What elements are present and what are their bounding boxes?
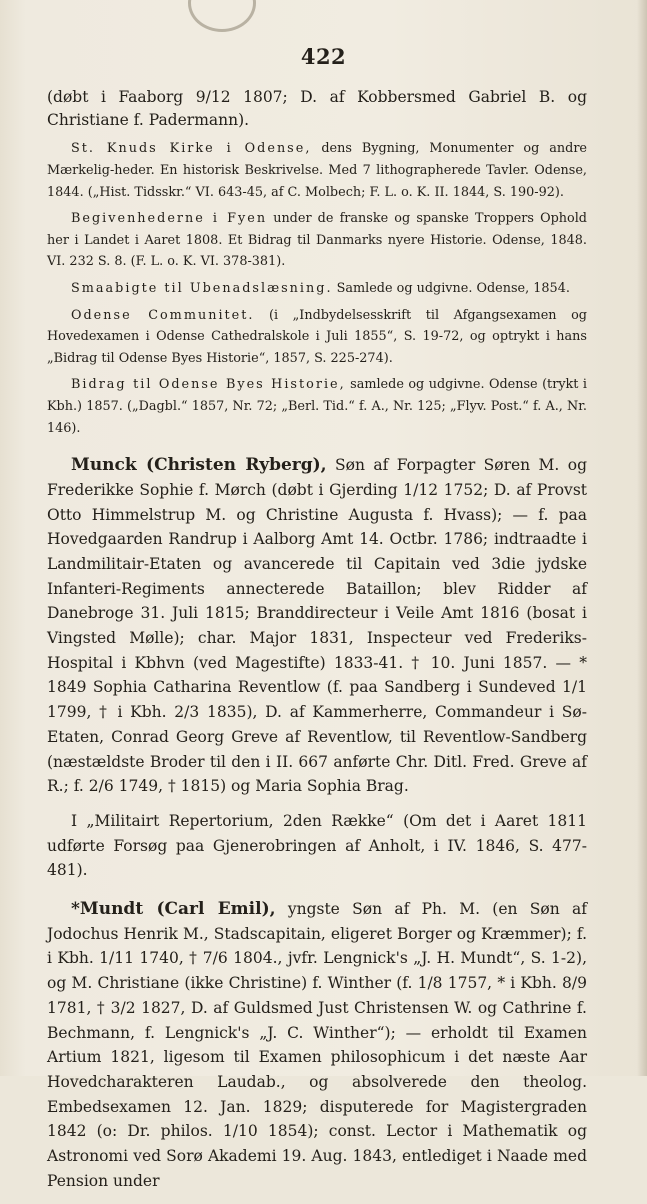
- bibliography-entry: [47, 374, 587, 439]
- entry-text: under de franske og spanske Troppers Ophold her i Landet i Aaret 1808. Et Bidrag til Danmarks nyere Historie. Odense, 1848. VI. 232 S. 8. (F. L. o. K. VI. 378-381).: [47, 211, 587, 270]
- biography-entry-munck: [47, 453, 587, 799]
- entry-text: (døbt i Faaborg 9/12 1807; D. af Kobbersmed Gabriel B. og Christiane f. Padermann).: [47, 88, 587, 130]
- bibliography-entry: [47, 305, 587, 370]
- continued-entry: [47, 86, 587, 132]
- entry-text: samlede og udgivne. Odense (trykt i Kbh.) 1857. („Dagbl.“ 1857, Nr. 72; „Berl. Tid.“ f. A., Nr. 125; „Flyv. Post.“ f. A., Nr. 146).: [47, 377, 587, 436]
- work-title: Smaabigte til Ubenadslæsning.: [71, 280, 333, 296]
- work-title: St. Knuds Kirke i Odense,: [71, 141, 312, 157]
- entry-text: I „Militairt Repertorium, 2den Række“ (Om det i Aaret 1811 udførte Forsøg paa Gjenerobringen af Anholt, i IV. 1846, S. 477-481).: [47, 811, 587, 880]
- entry-headword: Munck (Christen Ryberg),: [71, 455, 327, 476]
- biography-bibliography: [47, 809, 587, 883]
- work-title: Begivenhederne i Fyen: [71, 211, 268, 227]
- punch-hole-mark: [188, 0, 256, 32]
- bibliography-entry: [47, 278, 587, 300]
- entry-text: Søn af Forpagter Søren M. og Frederikke Sophie f. Mørch (døbt i Gjerding 1/12 1752; D. af Provst Otto Himmelstrup M. og Christine Augusta f. Hvass); — f. paa Hovedgaarden Randrup i Aalborg Amt 14. Octbr. 1786; indtraadte i Landmilitair-Etaten og avancerede til Capitain ved 3die jydske Infanteri-Regiments annecterede Bataillon; blev Ridder af Danebroge 31. Juli 1815; Branddirecteur i Veile Amt 1816 (bosat i Vingsted Mølle); char. Major 1831, Inspecteur ved Frederiks-Hospital i Kbhvn (ved Magestifte) 1833-41. † 10. Juni 1857. — * 1849 Sophia Catharina Reventlow (f. paa Sandberg i Sundeved 1/1 1799, † i Kbh. 2/3 1835), D. af Kammerherre, Commandeur i Sø-Etaten, Conrad Georg Greve af Reventlow, til Reventlow-Sandberg (næstældste Broder til den i II. 667 anførte Chr. Ditl. Fred. Greve af R.; f. 2/6 1749, † 1815) og Maria Sophia Brag.: [47, 456, 587, 796]
- entry-text: dens Bygning, Monumenter og andre Mærkelig-heder. En historisk Beskrivelse. Med 7 lithographerede Tavler. Odense, 1844. („Hist. Tidsskr.“ VI. 643-45, af C. Molbech; F. L. o. K. II. 1844, S. 190-92).: [47, 141, 588, 200]
- page-text: [47, 86, 587, 1204]
- work-title: Odense Communitet.: [71, 307, 255, 323]
- biography-entry-mundt: [47, 897, 587, 1193]
- entry-text: Samlede og udgivne. Odense, 1854.: [332, 280, 570, 296]
- entry-text: yngste Søn af Ph. M. (en Søn af Jodochus Henrik M., Stadscapitain, eligeret Borger og Kræmmer); f. i Kbh. 1/11 1740, † 7/6 1804., jvfr. Lengnick's „J. H. Mundt“, S. 1-2), og M. Christiane (ikke Christine) f. Winther (f. 1/8 1757, * i Kbh. 8/9 1781, † 3/2 1827, D. af Guldsmed Just Christensen W. og Cathrine f. Bechmann, f. Lengnick's „J. C. Winther“); — erholdt til Examen Artium 1821, ligesom til Examen philosophicum i det næste Aar Hovedcharakteren Laudab., og absolverede den theolog. Embedsexamen 12. Jan. 1829; disputerede for Magistergraden 1842 (o: Dr. philos. 1/10 1854); const. Lector i Mathematik og Astronomi ved Sorø Akademi 19. Aug. 1843, entlediget i Naade med Pension under: [47, 900, 587, 1190]
- entry-headword: *Mundt (Carl Emil),: [71, 899, 276, 920]
- bibliography-entry: [47, 138, 587, 203]
- bibliography-entry: [47, 208, 587, 273]
- work-title: Bidrag til Odense Byes Historie,: [71, 377, 346, 393]
- entry-text: (i „Indbydelsesskrift til Afgangsexamen og Hovedexamen i Odense Cathedralskole i Juli 1855“, S. 19-72, og optrykt i hans „Bidrag til Odense Byes Historie“, 1857, S. 225-274).: [47, 307, 587, 366]
- page-number: 422: [300, 44, 347, 69]
- page-edge-shadow: [637, 0, 647, 1076]
